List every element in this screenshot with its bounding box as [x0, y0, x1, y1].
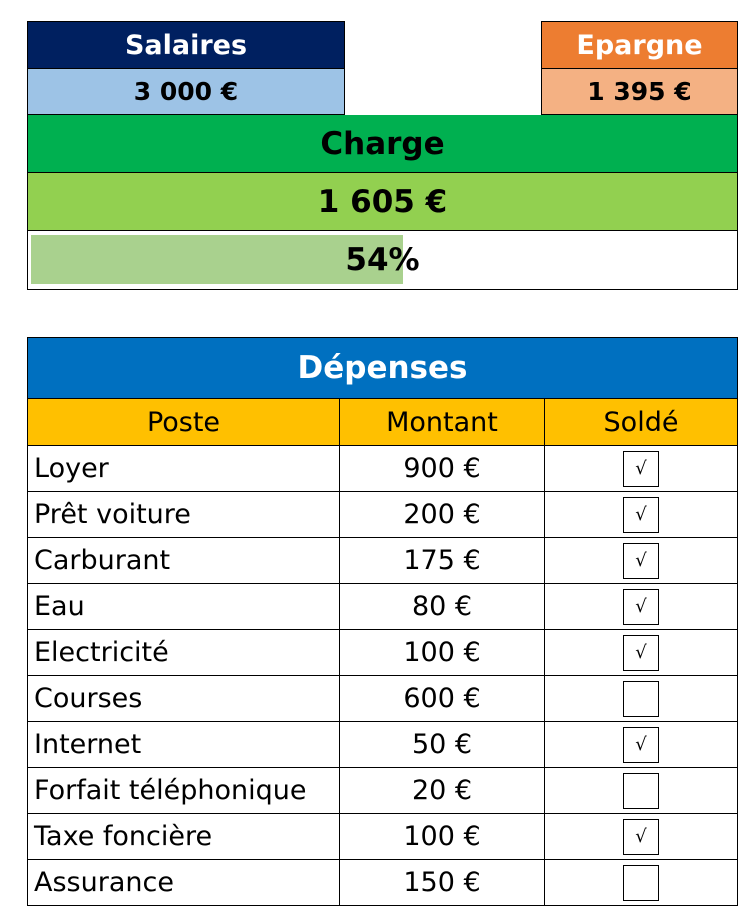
table-row: [28, 768, 738, 814]
salaires-value: 3 000 €: [27, 69, 345, 115]
solde-checkbox-checked[interactable]: √: [623, 635, 659, 671]
solde-cell: [545, 584, 738, 630]
column-header-poste: Poste: [28, 399, 340, 446]
solde-checkbox-checked[interactable]: √: [623, 589, 659, 625]
solde-cell: [545, 492, 738, 538]
poste-cell: Carburant: [28, 538, 340, 584]
montant-cell: 900 €: [340, 446, 545, 492]
depenses-table: [27, 337, 738, 906]
solde-checkbox-checked[interactable]: √: [623, 497, 659, 533]
table-row: [28, 630, 738, 676]
montant-cell: 50 €: [340, 722, 545, 768]
charge-percent-text: 54%: [345, 242, 420, 278]
solde-cell: [545, 630, 738, 676]
table-row: [28, 860, 738, 906]
table-row: [28, 492, 738, 538]
table-row: [28, 446, 738, 492]
montant-cell: 80 €: [340, 584, 545, 630]
solde-checkbox[interactable]: [623, 865, 659, 901]
epargne-header: Epargne: [541, 21, 738, 69]
montant-cell: 200 €: [340, 492, 545, 538]
solde-checkbox-checked[interactable]: √: [623, 451, 659, 487]
poste-cell: Courses: [28, 676, 340, 722]
poste-cell: Internet: [28, 722, 340, 768]
poste-cell: Taxe foncière: [28, 814, 340, 860]
charge-value: 1 605 €: [27, 173, 738, 231]
table-row: [28, 584, 738, 630]
solde-cell: [545, 446, 738, 492]
table-row: [28, 814, 738, 860]
solde-cell: [545, 538, 738, 584]
solde-checkbox-checked[interactable]: √: [623, 819, 659, 855]
montant-cell: 100 €: [340, 630, 545, 676]
column-header-solde: Soldé: [545, 399, 738, 446]
poste-cell: Prêt voiture: [28, 492, 340, 538]
poste-cell: Assurance: [28, 860, 340, 906]
charge-progress-bar: [27, 231, 738, 290]
montant-cell: 600 €: [340, 676, 545, 722]
table-row: [28, 538, 738, 584]
solde-cell: [545, 768, 738, 814]
solde-cell: [545, 814, 738, 860]
solde-cell: [545, 860, 738, 906]
table-row: [28, 722, 738, 768]
epargne-value: 1 395 €: [541, 69, 738, 115]
solde-checkbox-checked[interactable]: √: [623, 727, 659, 763]
solde-checkbox-checked[interactable]: √: [623, 543, 659, 579]
salaires-header: Salaires: [27, 21, 345, 69]
solde-checkbox[interactable]: [623, 681, 659, 717]
montant-cell: 150 €: [340, 860, 545, 906]
table-row: [28, 676, 738, 722]
solde-cell: [545, 722, 738, 768]
poste-cell: Forfait téléphonique: [28, 768, 340, 814]
montant-cell: 20 €: [340, 768, 545, 814]
solde-checkbox[interactable]: [623, 773, 659, 809]
depenses-title: Dépenses: [28, 338, 738, 399]
poste-cell: Eau: [28, 584, 340, 630]
column-header-montant: Montant: [340, 399, 545, 446]
montant-cell: 175 €: [340, 538, 545, 584]
montant-cell: 100 €: [340, 814, 545, 860]
solde-cell: [545, 676, 738, 722]
charge-header: Charge: [27, 115, 738, 173]
poste-cell: Loyer: [28, 446, 340, 492]
poste-cell: Electricité: [28, 630, 340, 676]
